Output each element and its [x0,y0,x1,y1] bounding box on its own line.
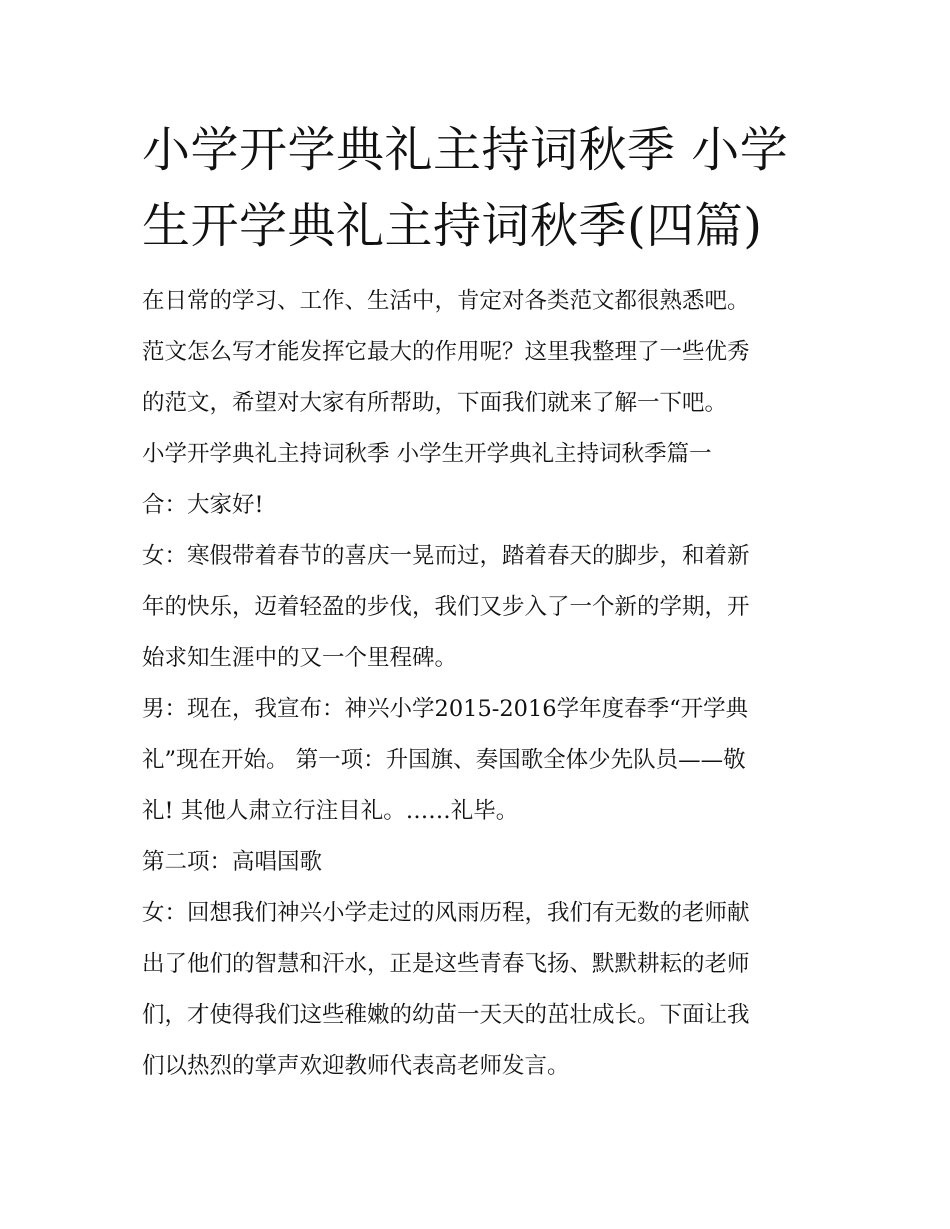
text-line: 们，才使得我们这些稚嫩的幼苗一天天的茁壮成长。下面让我 [142,1002,750,1028]
text-line: 年的快乐，迈着轻盈的步伐，我们又步入了一个新的学期，开 [142,594,750,620]
text-line: 始求知生涯中的又一个里程碑。 [142,645,458,671]
text-line: 范文怎么写才能发挥它最大的作用呢？这里我整理了一些优秀 [142,339,750,365]
text-line: 的范文，希望对大家有所帮助，下面我们就来了解一下吧。 [142,390,728,416]
text-line: 女：回想我们神兴小学走过的风雨历程，我们有无数的老师献 [142,900,750,926]
title-line: 生开学典礼主持词秋季(四篇) [142,198,763,254]
text-line: 们以热烈的掌声欢迎教师代表高老师发言。 [142,1053,570,1079]
document-title [142,112,814,264]
text-line: 合：大家好! [142,492,264,518]
text-line: 礼! 其他人肃立行注目礼。……礼毕。 [142,798,519,824]
text-line: 礼”现在开始。 第一项：升国旗、奏国歌全体少先队员——敬 [142,747,746,773]
title-line: 小学开学典礼主持词秋季 小学 [142,122,789,178]
text-line: 女：寒假带着春节的喜庆一晃而过，踏着春天的脚步，和着新 [142,543,750,569]
text-line: 出了他们的智慧和汗水，正是这些青春飞扬、默默耕耘的老师 [142,951,750,977]
text-line: 在日常的学习、工作、生活中，肯定对各类范文都很熟悉吧。 [142,288,750,314]
text-line: 第二项：高唱国歌 [142,849,323,875]
section-heading: 小学开学典礼主持词秋季 小学生开学典礼主持词秋季篇一 [142,441,712,467]
document-body [142,112,814,1092]
text-line: 男：现在，我宣布：神兴小学2015-2016学年度春季“开学典 [142,696,749,722]
